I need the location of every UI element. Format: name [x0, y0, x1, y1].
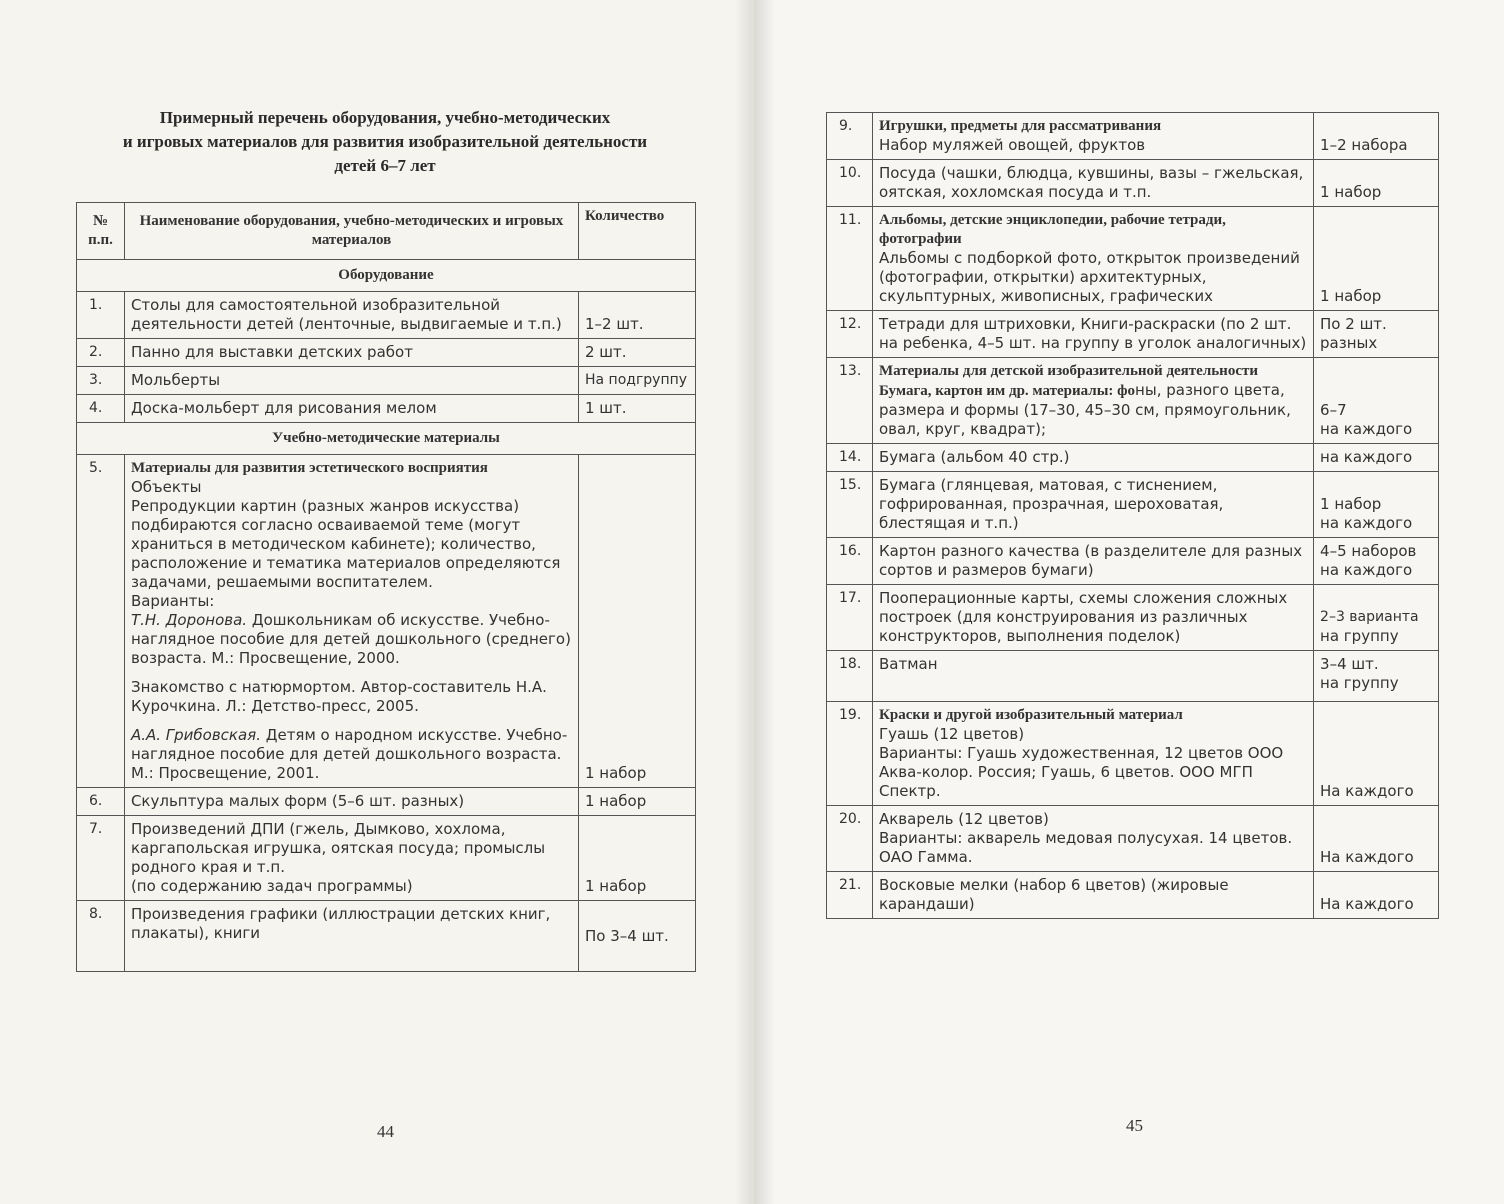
row-num: 5. [77, 455, 125, 788]
equipment-table-left [76, 202, 696, 972]
ref-author: Т.Н. Доронова. [130, 611, 248, 629]
row-num: 17. [827, 585, 873, 651]
row-note: (по содержанию задач программы) [130, 877, 413, 895]
table-row [77, 292, 696, 339]
row-qty: 1 набор [578, 816, 695, 901]
row-qty-line: на группу [1320, 674, 1399, 692]
row-num: 14. [827, 444, 873, 472]
table-row [827, 444, 1439, 472]
header-name: Наименование оборудования, учебно-методических и игровых материалов [124, 203, 578, 260]
row-qty-line: на каждого [1320, 514, 1413, 532]
title-line-1: Примерный перечень оборудования, учебно-методических [159, 108, 611, 127]
table-header-row [77, 203, 696, 260]
table-row [827, 538, 1439, 585]
row-num: 9. [827, 113, 873, 160]
row-name: Тетради для штриховки, Книги-раскраски (по 2 шт. на ребенка, 4–5 шт. на группу в уголок аналогичных) [872, 311, 1313, 358]
row-name [872, 702, 1313, 806]
row-text: Набор муляжей овощей, фруктов [878, 136, 1146, 154]
table-row [77, 455, 696, 788]
table-row [77, 367, 696, 395]
table-row [827, 160, 1439, 207]
row-text: Гуашь (12 цветов) [878, 725, 1025, 743]
table-row [827, 472, 1439, 538]
row-qty-line: 6–7 [1320, 401, 1347, 419]
row-num: 2. [77, 339, 125, 367]
row-variants: Варианты: акварель медовая полусухая. 14 цветов. ОАО Гамма. [878, 829, 1293, 866]
table-row [827, 113, 1439, 160]
row-num: 12. [827, 311, 873, 358]
table-row [77, 339, 696, 367]
ref-text: Дошкольникам об искусстве. Учебно-наглядное пособие для детей дошкольного (среднего) возраста. М.: Просвещение, 2000. [130, 611, 571, 667]
section-methodical: Учебно-методические материалы [77, 423, 696, 455]
row-qty-line: разных [1320, 334, 1378, 352]
row-name: Произведения графики (иллюстрации детских книг, плакаты), книги [124, 901, 578, 972]
row-qty: 1 набор [578, 455, 695, 788]
title-line-3: детей 6–7 лет [334, 156, 436, 175]
row-name [872, 806, 1313, 872]
row-qty: На каждого [1314, 872, 1439, 919]
row-qty [1314, 358, 1439, 444]
row-qty: 1 шт. [578, 395, 695, 423]
row-name: Пооперационные карты, схемы сложения сложных построек (для конструирования из различных конструкторов, выполнения поделок) [872, 585, 1313, 651]
table-row [827, 207, 1439, 311]
row-name: Ватман [872, 651, 1313, 702]
row-name: Мольберты [124, 367, 578, 395]
row-qty: 2 шт. [578, 339, 695, 367]
row-bold-subtitle: Бумага, картон им др. материалы: фо [878, 383, 1136, 399]
row-qty-line: По 2 шт. [1320, 315, 1387, 333]
row-subtitle: Объекты [130, 478, 202, 496]
row-qty: На подгруппу [578, 367, 695, 395]
row-text: ны, разного цвета, размера и формы (17–30, 45–30 см, прямоугольник, овал, круг, квадрат); [878, 381, 1291, 438]
row-name: Восковые мелки (набор 6 цветов) (жировые карандаши) [872, 872, 1313, 919]
row-num: 21. [827, 872, 873, 919]
row-name: Картон разного качества (в разделителе для разных сортов и размеров бумаги) [872, 538, 1313, 585]
row-num: 18. [827, 651, 873, 702]
table-row [827, 651, 1439, 702]
row-qty [1314, 538, 1439, 585]
row-name [124, 816, 578, 901]
table-row [77, 816, 696, 901]
row-num: 20. [827, 806, 873, 872]
row-qty [1314, 472, 1439, 538]
row-text: Репродукции картин (разных жанров искусства) подбираются согласно осваиваемой теме (могут храниться в методическом кабинете); количество, расположение и тематика материалов определяются задачами, решаемыми воспитателем. [130, 497, 561, 591]
row-qty [1314, 585, 1439, 651]
row-bold-title: Игрушки, предметы для рассматривания [878, 118, 1162, 134]
row-text: Акварель (12 цветов) [878, 810, 1049, 828]
row-num: 8. [77, 901, 125, 972]
table-row [827, 311, 1439, 358]
row-name: Бумага (глянцевая, матовая, с тиснением, гофрированная, прозрачная, шероховатая, блестящая и т.п.) [872, 472, 1313, 538]
row-qty-line: 2–3 варианта [1320, 609, 1419, 625]
section-row [77, 423, 696, 455]
row-num: 16. [827, 538, 873, 585]
ref-author: А.А. Грибовская. [130, 726, 261, 744]
row-num: 1. [77, 292, 125, 339]
row-qty: на каждого [1314, 444, 1439, 472]
row-qty-line: на каждого [1320, 561, 1413, 579]
equipment-table-right [826, 112, 1439, 919]
row-qty-line: на группу [1320, 627, 1399, 645]
row-qty-line: на каждого [1320, 420, 1413, 438]
row-name [124, 455, 578, 788]
row-qty: 1 набор [1314, 160, 1439, 207]
row-name: Доска-мольберт для рисования мелом [124, 395, 578, 423]
table-row [77, 901, 696, 972]
table-row [827, 585, 1439, 651]
ref-text: Детям о народном искусстве. Учебно-наглядное пособие для детей дошкольного возраста. М.: Просвещение, 2001. [130, 726, 568, 782]
ref-text: Знакомство с натюрмортом. Автор-составитель Н.А. Курочкина. Л.: Детство-пресс, 2005. [130, 678, 547, 715]
book-gutter [735, 0, 775, 1204]
row-text: Альбомы с подборкой фото, открыток произведений (фотографии, открытки) архитектурных, скульптурных, живописных, графических [878, 249, 1300, 305]
row-num: 7. [77, 816, 125, 901]
row-qty: 1 набор [1314, 207, 1439, 311]
row-bold-title: Краски и другой изобразительный материал [878, 707, 1183, 723]
row-name [872, 113, 1313, 160]
row-qty: По 3–4 шт. [578, 901, 695, 972]
row-name: Скульптура малых форм (5–6 шт. разных) [124, 788, 578, 816]
row-bold-title: Материалы для детской изобразительной деятельности [878, 363, 1258, 379]
section-row [77, 260, 696, 292]
page-number-left: 44 [377, 1122, 394, 1141]
page-number-right: 45 [1126, 1116, 1143, 1135]
row-num: 4. [77, 395, 125, 423]
row-qty: На каждого [1314, 702, 1439, 806]
row-text: Произведений ДПИ (гжель, Дымково, хохлома, каргапольская игрушка, оятская посуда; промыслы родного края и т.п. [130, 820, 546, 876]
header-qty: Количество [578, 203, 695, 260]
row-qty: На каждого [1314, 806, 1439, 872]
row-qty: 1–2 набора [1314, 113, 1439, 160]
section-equipment: Оборудование [77, 260, 696, 292]
row-qty: 1–2 шт. [578, 292, 695, 339]
row-name: Столы для самостоятельной изобразительной деятельности детей (ленточные, выдвигаемые и т.п.) [124, 292, 578, 339]
row-qty-line: 4–5 наборов [1320, 542, 1417, 560]
row-qty-line: 3–4 шт. [1320, 655, 1379, 673]
table-row [827, 702, 1439, 806]
row-bold-title: Материалы для развития эстетического восприятия [130, 460, 488, 476]
row-variants: Варианты: Гуашь художественная, 12 цветов ООО Аква-колор. Россия; Гуашь, 6 цветов. ООО МГП Спектр. [878, 744, 1284, 800]
row-name [872, 207, 1313, 311]
header-num: № п.п. [77, 203, 125, 260]
document-title [70, 106, 700, 178]
table-row [827, 358, 1439, 444]
table-row [77, 395, 696, 423]
row-num: 15. [827, 472, 873, 538]
row-qty [1314, 651, 1439, 702]
row-num: 3. [77, 367, 125, 395]
row-num: 11. [827, 207, 873, 311]
table-row [827, 806, 1439, 872]
row-num: 10. [827, 160, 873, 207]
row-num: 19. [827, 702, 873, 806]
row-qty [1314, 311, 1439, 358]
row-num: 13. [827, 358, 873, 444]
row-bold-title: Альбомы, детские энциклопедии, рабочие тетради, фотографии [878, 212, 1226, 247]
row-num: 6. [77, 788, 125, 816]
table-row [827, 872, 1439, 919]
row-name: Посуда (чашки, блюдца, кувшины, вазы – гжельская, оятская, хохломская посуда и т.п. [872, 160, 1313, 207]
table-row [77, 788, 696, 816]
row-name: Бумага (альбом 40 стр.) [872, 444, 1313, 472]
row-qty: 1 набор [578, 788, 695, 816]
title-line-2: и игровых материалов для развития изобразительной деятельности [122, 132, 648, 151]
row-name: Панно для выставки детских работ [124, 339, 578, 367]
row-qty-line: 1 набор [1320, 495, 1382, 513]
row-name [872, 358, 1313, 444]
row-variants: Варианты: [130, 592, 215, 610]
